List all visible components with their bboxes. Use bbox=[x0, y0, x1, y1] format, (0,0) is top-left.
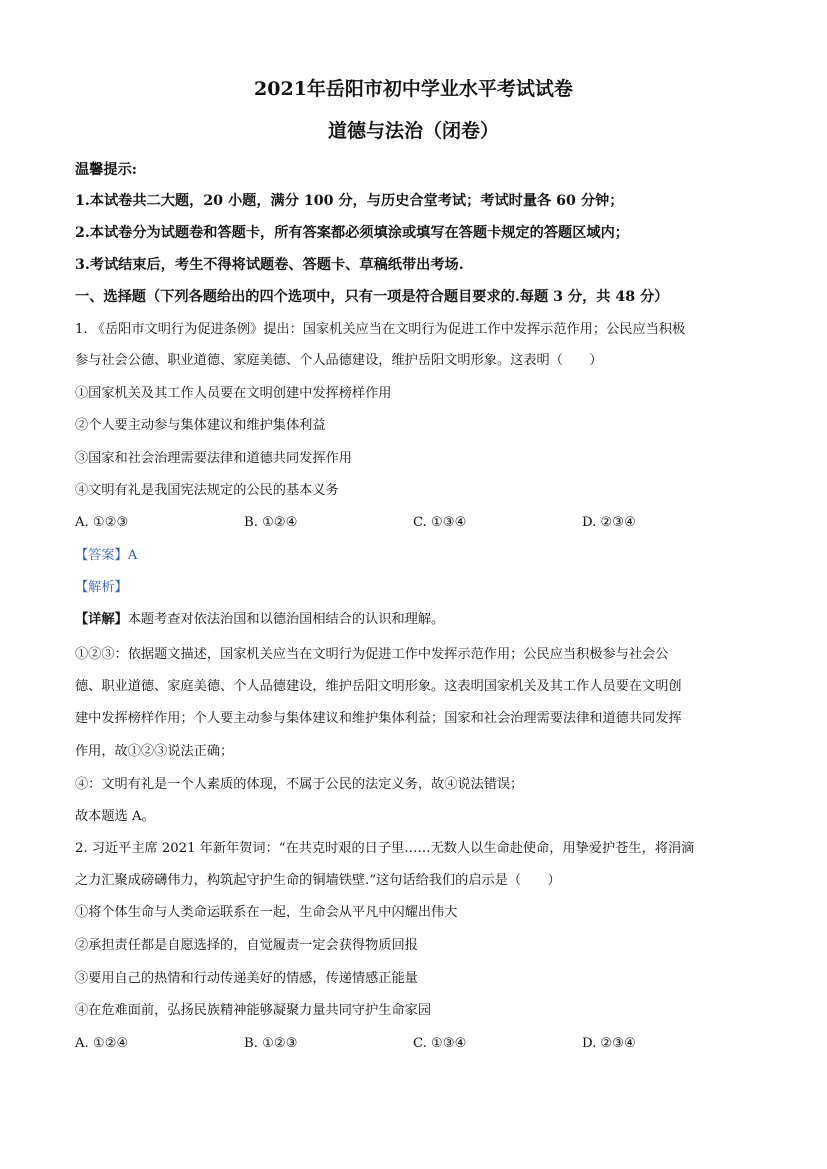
analysis-label: 【解析】 bbox=[75, 580, 128, 595]
question-stem: 参与社会公德、职业道德、家庭美德、个人品德建设，维护岳阳文明形象。这表明（ ） bbox=[75, 353, 603, 368]
option-d: D. ②③④ bbox=[582, 1036, 636, 1051]
answer-label: 【答案】A bbox=[75, 548, 138, 563]
explain-line: ④：文明有礼是一个人素质的体现，不属于公民的法定义务，故④说法错误； bbox=[75, 777, 524, 792]
explain-line: 建中发挥榜样作用；个人要主动参与集体建议和维护集体利益；国家和社会治理需要法律和道德共同发挥 bbox=[75, 711, 682, 726]
statement: ④在危难面前，弘扬民族精神能够凝聚力量共同守护生命家园 bbox=[75, 1003, 432, 1018]
explain-line: 作用，故①②③说法正确； bbox=[75, 744, 234, 759]
option-d: D. ②③④ bbox=[582, 515, 636, 530]
option-a: A. ①②④ bbox=[75, 1036, 129, 1051]
page-subtitle: 道德与法治（闭卷） bbox=[327, 120, 499, 142]
statement: ③要用自己的热情和行动传递美好的情感，传递情感正能量 bbox=[75, 971, 418, 986]
detail-line bbox=[75, 610, 767, 630]
option-a: A. ①②③ bbox=[75, 515, 129, 530]
notice-item: 1.本试卷共二大题，20 小题，满分 100 分，与历史合堂考试；考试时量各 60 分钟； bbox=[75, 193, 624, 209]
statement: ①国家机关及其工作人员要在文明创建中发挥榜样作用 bbox=[75, 386, 392, 401]
explain-line: 德、职业道德、家庭美德、个人品德建设，维护岳阳文明形象。这表明国家机关及其工作人员要在文明创 bbox=[75, 679, 682, 694]
explain-line: 故本题选 A。 bbox=[75, 809, 155, 824]
statement: ④文明有礼是我国宪法规定的公民的基本义务 bbox=[75, 483, 339, 498]
detail-text: 本题考查对依法治国和以德治国相结合的认识和理解。 bbox=[127, 612, 445, 627]
page-title: 2021年岳阳市初中学业水平考试试卷 bbox=[254, 78, 573, 100]
notice-item: 3.考试结束后，考生不得将试题卷、答题卡、草稿纸带出考场. bbox=[75, 257, 464, 273]
notice-heading: 温馨提示: bbox=[75, 162, 137, 178]
statement: ②承担责任都是自愿选择的，自觉履责一定会获得物质回报 bbox=[75, 938, 418, 953]
detail-tag: 【详解】 bbox=[75, 612, 128, 627]
question-stem: 之力汇聚成磅礴伟力，构筑起守护生命的铜墙铁壁.”这句话给我们的启示是（ ） bbox=[75, 873, 561, 888]
option-b: B. ①②③ bbox=[244, 1036, 298, 1051]
option-b: B. ①②④ bbox=[244, 515, 298, 530]
question-stem: 2. 习近平主席 2021 年新年贺词：“在共克时艰的日子里……无数人以生命赴使命，用挚爱护苍生，将涓滴 bbox=[75, 841, 695, 856]
statement: ①将个体生命与人类命运联系在一起，生命会从平凡中闪耀出伟大 bbox=[75, 905, 458, 920]
statement: ②个人要主动参与集体建议和维护集体利益 bbox=[75, 418, 326, 433]
option-c: C. ①③④ bbox=[413, 1036, 467, 1051]
statement: ③国家和社会治理需要法律和道德共同发挥作用 bbox=[75, 451, 352, 466]
section-heading: 一、选择题（下列各题给出的四个选项中，只有一项是符合题目要求的.每题 3 分，共 48 分） bbox=[75, 289, 669, 305]
notice-item: 2.本试卷分为试题卷和答题卡，所有答案都必须填涂或填写在答题卡规定的答题区域内； bbox=[75, 225, 629, 241]
option-c: C. ①③④ bbox=[413, 515, 467, 530]
question-stem: 1. 《岳阳市文明行为促进条例》提出：国家机关应当在文明行为促进工作中发挥示范作用；公民应当积极 bbox=[75, 322, 686, 337]
explain-line: ①②③：依据题文描述，国家机关应当在文明行为促进工作中发挥示范作用；公民应当积极参与社会公 bbox=[75, 647, 669, 662]
